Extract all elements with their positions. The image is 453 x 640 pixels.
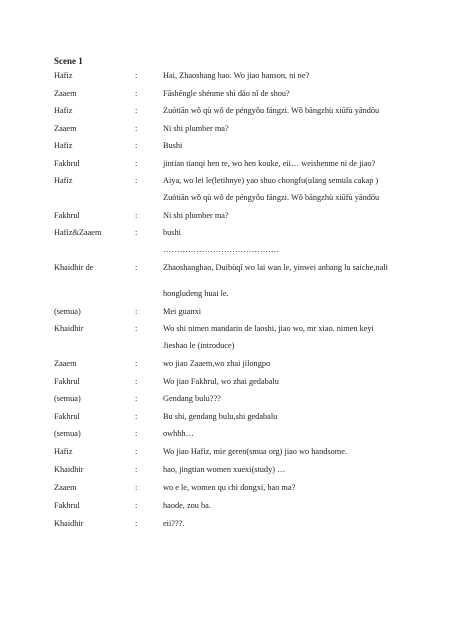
separator: : <box>135 394 138 403</box>
speaker: Zaaem <box>54 483 77 492</box>
separator: : <box>135 377 138 386</box>
speaker: Zaaem <box>54 124 77 133</box>
speaker: Fakhrul <box>54 377 80 386</box>
dialogue-text: hongludeng huai le. <box>163 289 229 298</box>
dialogue-text: jintian tianqi hen re, wo hen kouke, eii… weishenme ni de jiao? <box>163 159 376 168</box>
speaker: Fakhrul <box>54 501 80 510</box>
dialogue-text: hao, jingtian women xuexi(study) … <box>163 465 286 474</box>
dialogue-text: Wo jiao Hafiz, mie geren(smua org) jiao wo handsome. <box>163 447 347 456</box>
dialogue-row <box>0 88 453 100</box>
separator: : <box>135 211 138 220</box>
speaker: Hafiz <box>54 447 73 456</box>
dialogue-text: Gendang bulu??? <box>163 394 221 403</box>
dialogue-row <box>0 123 453 135</box>
separator: : <box>135 141 138 150</box>
dialogue-text: Bu shi, gendang bulu,shi gedabalu <box>163 412 278 421</box>
separator: : <box>135 124 138 133</box>
speaker: Khaidhir <box>54 519 84 528</box>
dialogue-row <box>0 482 453 494</box>
dialogue-row <box>0 376 453 388</box>
dialogue-row <box>0 411 453 423</box>
dialogue-row <box>0 262 453 274</box>
separator: : <box>135 176 138 185</box>
dialogue-text: Fāshēngle shénme shì dāo nǐ de shou? <box>163 89 290 98</box>
dialogue-text: haode, zou ba. <box>163 501 211 510</box>
dialogue-row <box>0 358 453 370</box>
dialogue-text: Wo shi nimen mandarin de laoshi, jiao wo, mr xiao. nimen keyi <box>163 324 374 333</box>
dialogue-row <box>0 428 453 440</box>
dialogue-text: wo jiao Zaaem,wo zhai jilongpo <box>163 359 271 368</box>
dialogue-text: wo e le, women qu chi dongxi, hao ma? <box>163 483 296 492</box>
dialogue-text: Hai, Zhaoshang hao. Wo jiao hanson, ni ne? <box>163 71 310 80</box>
separator: : <box>135 71 138 80</box>
separator: : <box>135 359 138 368</box>
speaker: (semua) <box>54 307 81 316</box>
speaker: Hafiz <box>54 176 73 185</box>
dialogue-row <box>0 446 453 458</box>
dialogue-row <box>0 306 453 318</box>
dialogue-row <box>0 70 453 82</box>
dialogue-row <box>0 140 453 152</box>
speaker: Fakhrul <box>54 412 80 421</box>
dialogue-row <box>0 464 453 476</box>
dialogue-row <box>0 323 453 335</box>
dialogue-text: bushi <box>163 228 181 237</box>
dialogue-text: Aiya, wo lei le(letihnye) yao shuo chongfu(ulang semula cakap ) <box>163 176 379 185</box>
speaker: Hafiz <box>54 141 73 150</box>
dialogue-text: Zuótiān wǒ qù wǒ de péngyǒu fángzi. Wǒ bāngzhù xiūfù yāndōu <box>163 193 380 202</box>
dialogue-row <box>0 518 453 530</box>
dialogue-text: Zhaoshanghao, Duibùqǐ wo lai wan le, yinwei anbang lu saiche,nali <box>163 263 388 272</box>
scene-title: Scene 1 <box>54 56 83 66</box>
speaker: Hafiz&Zaaem <box>54 228 102 237</box>
speaker: Fakhrul <box>54 159 80 168</box>
speaker: (semua) <box>54 394 81 403</box>
dialogue-row <box>0 340 453 352</box>
speaker: Zaaem <box>54 89 77 98</box>
separator: : <box>135 307 138 316</box>
separator: : <box>135 465 138 474</box>
speaker: Fakhrul <box>54 211 80 220</box>
dialogue-row <box>0 227 453 239</box>
dialogue-row <box>0 288 453 300</box>
separator: : <box>135 412 138 421</box>
speaker: Khaidhir <box>54 465 84 474</box>
speaker: Hafiz <box>54 71 73 80</box>
separator: : <box>135 159 138 168</box>
separator: : <box>135 483 138 492</box>
dialogue-row <box>0 500 453 512</box>
separator: : <box>135 501 138 510</box>
dialogue-text: Ni shi plumber ma? <box>163 211 229 220</box>
scene-divider: …………………………………… <box>163 245 280 254</box>
speaker: Zaaem <box>54 359 77 368</box>
dialogue-row <box>0 158 453 170</box>
dialogue-row <box>0 192 453 204</box>
speaker: (semua) <box>54 429 81 438</box>
dialogue-text: eii???. <box>163 519 185 528</box>
separator: : <box>135 447 138 456</box>
separator: : <box>135 519 138 528</box>
separator: : <box>135 429 138 438</box>
speaker: Khaidhir <box>54 324 84 333</box>
dialogue-row <box>0 175 453 187</box>
separator: : <box>135 228 138 237</box>
dialogue-text: Mei guanxi <box>163 307 202 316</box>
separator: : <box>135 263 138 272</box>
separator: : <box>135 324 138 333</box>
dialogue-row <box>0 210 453 222</box>
dialogue-text: Ni shi plumber ma? <box>163 124 229 133</box>
dialogue-row <box>0 393 453 405</box>
separator: : <box>135 106 138 115</box>
dialogue-text: Wo jiao Fakhrul, wo zhai gedabalu <box>163 377 279 386</box>
speaker: Khaidhir de <box>54 263 94 272</box>
dialogue-row <box>0 105 453 117</box>
dialogue-text: Jieshao le (introduce) <box>163 341 235 350</box>
dialogue-row <box>0 244 453 256</box>
speaker: Hafiz <box>54 106 73 115</box>
separator: : <box>135 89 138 98</box>
dialogue-text: owhhh… <box>163 429 194 438</box>
dialogue-text: Bushi <box>163 141 183 150</box>
dialogue-text: Zuótiān wǒ qù wǒ de péngyǒu fángzi. Wǒ bāngzhù xiūfù yāndōu <box>163 106 380 115</box>
